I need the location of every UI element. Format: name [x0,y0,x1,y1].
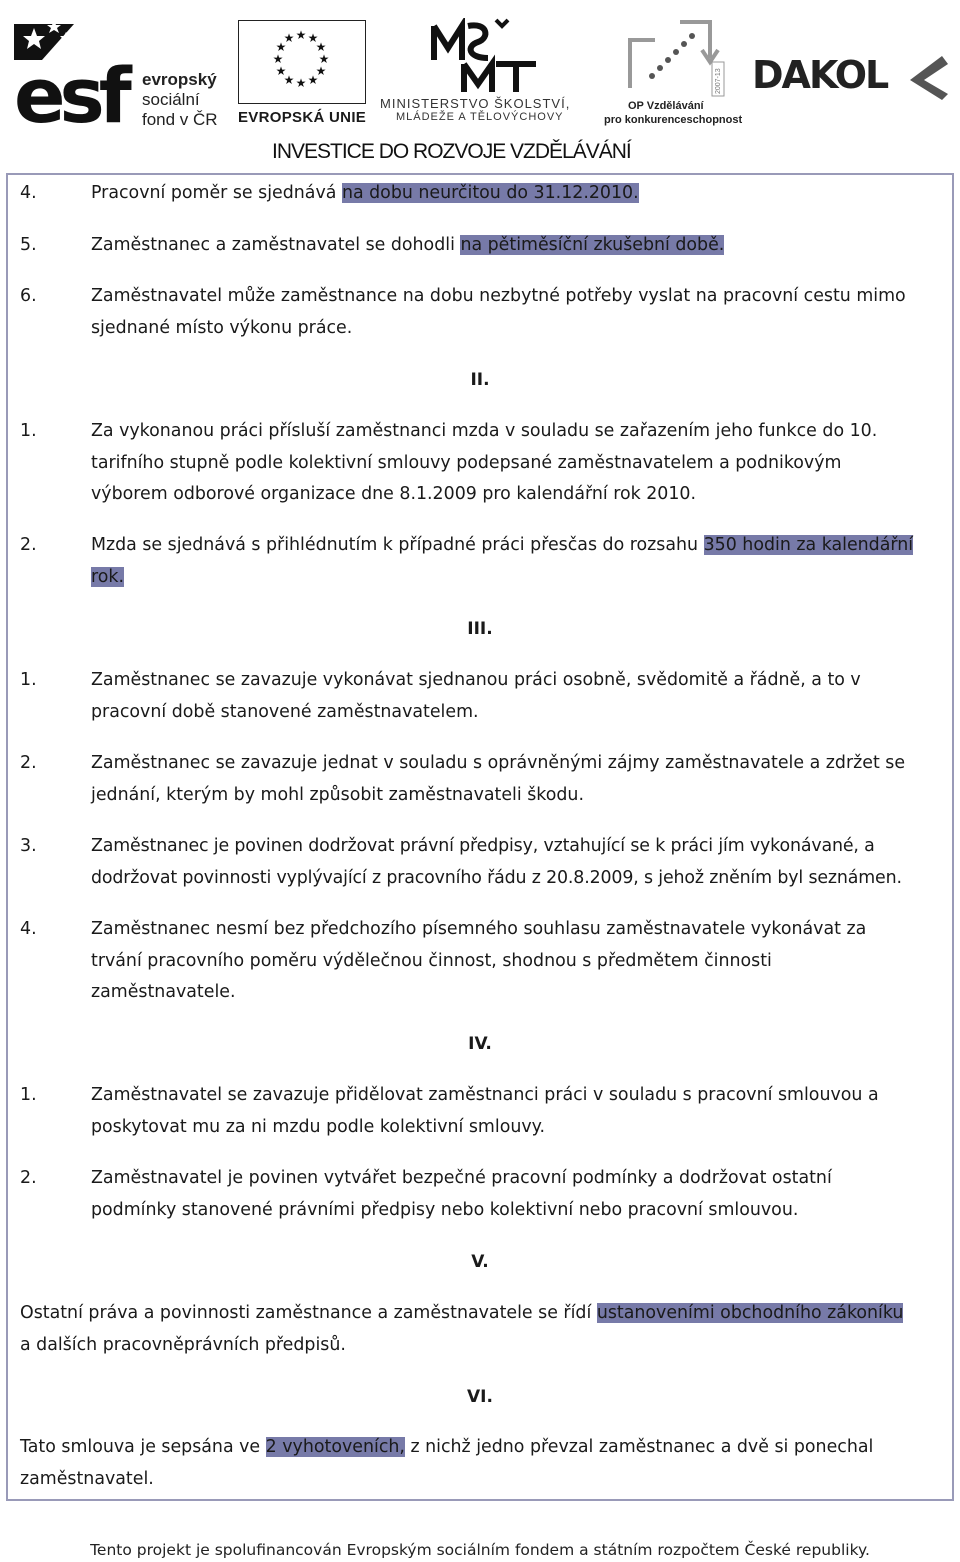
paragraph-line: zaměstnavatel. [20,1468,154,1489]
section-heading: II. [470,370,490,390]
section-heading: IV. [468,1034,492,1054]
item-number: 2. [20,753,37,773]
highlighted-text: rok. [91,566,125,587]
item-text [91,416,951,511]
msmt-logo [378,18,593,128]
item-line: jednání, kterým by mohl způsobit zaměstnavateli škodu. [91,784,584,805]
op-line1: OP Vzdělávání [628,100,704,112]
item-text [91,665,951,728]
item-line: výborem odborové organizace dne 8.1.2009 pro kalendářní rok 2010. [91,484,697,504]
svg-text:esf: esf [14,51,126,126]
item-text [91,748,951,811]
item-number: 1. [20,670,37,690]
op-mark-icon [600,18,750,98]
item-number: 2. [20,535,37,555]
item-number: 1. [20,1085,37,1105]
svg-text:★: ★ [307,31,319,45]
eu-logo [238,20,368,128]
item-text-plain: Pracovní poměr se sjednává [91,183,342,203]
item-line: pracovní době stanovené zaměstnavatelem. [91,701,479,722]
highlighted-text: ustanoveními obchodního zákoníku [596,1303,904,1323]
svg-text:★: ★ [275,40,287,54]
dakol-logo [752,50,952,100]
paragraph [20,1298,945,1361]
esf-line2: sociální [142,90,200,109]
section-heading: VI. [467,1387,493,1407]
highlighted-text: na pětiměsíční zkušební době. [460,235,725,255]
highlighted-text: 350 hodin za kalendářní [703,535,914,555]
item-text [91,530,951,593]
item-line: podmínky stanovené právními předpisy nebo kolektivní nebo pracovní smlouvou. [91,1199,799,1220]
svg-text:★: ★ [283,31,295,45]
svg-text:★: ★ [275,64,287,78]
item-number: 2. [20,1168,37,1188]
item-line: poskytovat mu za ni mzdu podle kolektivní smlouvy. [91,1116,545,1137]
item-number: 1. [20,421,37,441]
paragraph [20,1432,945,1495]
item-number: 4. [20,919,37,939]
esf-line3: fond v ČR [142,110,218,129]
investice-tagline: INVESTICE DO ROZVOJE VZDĚLÁVÁNÍ [272,140,631,163]
msmt-line2: MLÁDEŽE A TĚLOVÝCHOVY [396,111,564,123]
item-text [91,1080,951,1143]
svg-text:★: ★ [315,64,327,78]
paragraph-text: Tato smlouva je sepsána ve [20,1437,266,1457]
paragraph-text: Ostatní práva a povinnosti zaměstnance a zaměstnavatele se řídí [20,1303,597,1323]
msmt-line1: MINISTERSTVO ŠKOLSTVÍ, [380,96,571,111]
item-line: zaměstnavatele. [91,982,236,1002]
item-line: Zaměstnavatel je povinen vytvářet bezpečné pracovní podmínky a dodržovat ostatní [91,1168,832,1188]
msmt-mark-icon [378,18,593,94]
item-line: trvání pracovního poměru výdělečnou činnost, shodnou s předmětem činnosti [91,950,772,971]
esf-line1: evropský [142,70,217,89]
header-logos [0,0,960,175]
item-number: 4. [20,183,37,203]
highlighted-text: na dobu neurčitou do 31.12.2010. [341,183,639,203]
paragraph-line: a dalších pracovněprávních předpisů. [20,1334,346,1355]
item-text [91,281,951,344]
item-text-plain: Mzda se sjednává s přihlédnutím k případné práci přesčas do rozsahu [91,535,704,555]
svg-text:★: ★ [272,52,284,66]
svg-text:★: ★ [295,76,307,90]
item-line: Zaměstnavatel se zavazuje přidělovat zaměstnanci práci v souladu s pracovní smlouvou a [91,1085,879,1105]
paragraph-text: z nichž jedno převzal zaměstnanec a dvě si ponechal [404,1437,874,1457]
svg-text:★: ★ [315,40,327,54]
item-line: Zaměstnanec se zavazuje jednat v souladu s oprávněnými zájmy zaměstnavatele a zdržet se [91,753,906,773]
highlighted-text: 2 vyhotoveních, [265,1437,405,1457]
eu-label: EVROPSKÁ UNIE [238,109,367,126]
svg-text:2007-13: 2007-13 [715,68,722,94]
footer-note: Tento projekt je spolufinancován Evropským sociálním fondem a státním rozpočtem České republiky. [90,1541,870,1559]
item-text [91,914,951,1009]
item-text [91,230,951,262]
section-heading: V. [471,1252,489,1272]
esf-text [142,70,218,130]
item-text [91,831,951,894]
svg-text:★: ★ [295,28,307,42]
item-line: Za vykonanou práci přísluší zaměstnanci mzda v souladu se zařazením jeho funkce do 10. [91,421,878,441]
item-text [91,1163,951,1226]
item-text [91,178,951,210]
svg-text:★: ★ [307,73,319,87]
item-line: tarifního stupně podle kolektivní smlouvy podepsané zaměstnavatelem a podnikovým [91,452,842,473]
op-line2: pro konkurenceschopnost [604,114,743,126]
item-line: Zaměstnanec nesmí bez předchozího písemného souhlasu zaměstnavatele vykonávat za [91,919,867,939]
svg-text:DAKOL: DAKOL [752,53,888,97]
svg-text:★: ★ [318,52,330,66]
item-line: Zaměstnanec je povinen dodržovat právní předpisy, vztahující se k práci jím vykonávané, a [91,836,875,856]
svg-text:★: ★ [283,73,295,87]
esf-logo [14,18,234,128]
item-number: 5. [20,235,37,255]
item-number: 6. [20,286,37,306]
esf-mark-graphic [14,18,140,126]
item-text-plain: Zaměstnanec a zaměstnavatel se dohodli [91,235,461,255]
section-heading: III. [467,619,493,639]
item-number: 3. [20,836,37,856]
eu-flag-icon [238,20,366,104]
item-line: Zaměstnanec se zavazuje vykonávat sjednanou práci osobně, svědomitě a řádně, a to v [91,670,861,690]
item-line: sjednané místo výkonu práce. [91,317,353,338]
item-line: Zaměstnavatel může zaměstnance na dobu nezbytné potřeby vyslat na pracovní cestu mimo [91,286,906,306]
item-line: dodržovat povinnosti vyplývající z pracovního řádu z 20.8.2009, s jehož zněním byl seznámen. [91,867,902,888]
op-logo [600,18,750,130]
